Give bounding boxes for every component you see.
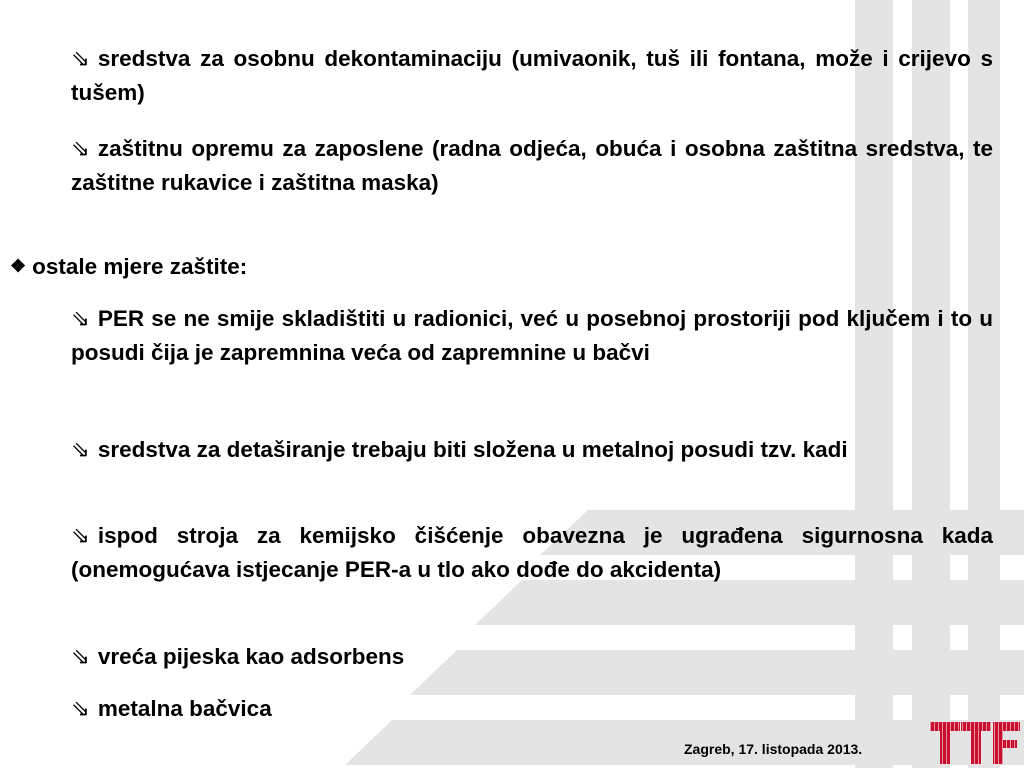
hollow-arrow-icon: ⇘ — [71, 696, 90, 721]
bullet-text: metalna bačvica — [97, 696, 272, 721]
bullet-item — [71, 42, 993, 110]
hollow-arrow-icon: ⇘ — [71, 136, 90, 161]
hollow-arrow-icon: ⇘ — [71, 437, 90, 462]
bullet-text: zaštitnu opremu za zaposlene (radna odjeća, obuća i osobna zaštitna sredstva, te zaštitne rukavice i zaštitna maska) — [71, 136, 993, 195]
bullet-item — [71, 640, 993, 674]
diamond-bullet-icon: ❖ — [10, 256, 27, 276]
bullet-item — [71, 302, 993, 370]
bullet-text: vreća pijeska kao adsorbens — [97, 644, 405, 669]
bullet-text: sredstva za osobnu dekontaminaciju (umivaonik, tuš ili fontana, može i crijevo s tušem) — [71, 46, 993, 105]
bullet-item — [71, 519, 993, 587]
ttf-logo — [930, 720, 1022, 766]
hollow-arrow-icon: ⇘ — [71, 46, 90, 71]
bullet-text: PER se ne smije skladištiti u radionici, već u posebnoj prostoriji pod ključem i to u posudi čija je zapremnina veća od zapremnine u bačvi — [71, 306, 993, 365]
bullet-item — [71, 433, 993, 467]
bullet-item — [71, 692, 993, 726]
bullet-text: ispod stroja za kemijsko čišćenje obavezna je ugrađena sigurnosna kada (onemogućava istjecanje PER-a u tlo ako dođe do akcidenta) — [71, 523, 993, 582]
section-heading — [10, 250, 247, 285]
bullet-item — [71, 132, 993, 200]
footer-date: Zagreb, 17. listopada 2013. — [684, 741, 863, 757]
section-heading-text: ostale mjere zaštite: — [32, 254, 248, 279]
bullet-text: sredstva za detaširanje trebaju biti složena u metalnoj posudi tzv. kadi — [97, 437, 848, 462]
hollow-arrow-icon: ⇘ — [71, 644, 90, 669]
hollow-arrow-icon: ⇘ — [71, 306, 90, 331]
hollow-arrow-icon: ⇘ — [71, 523, 90, 548]
